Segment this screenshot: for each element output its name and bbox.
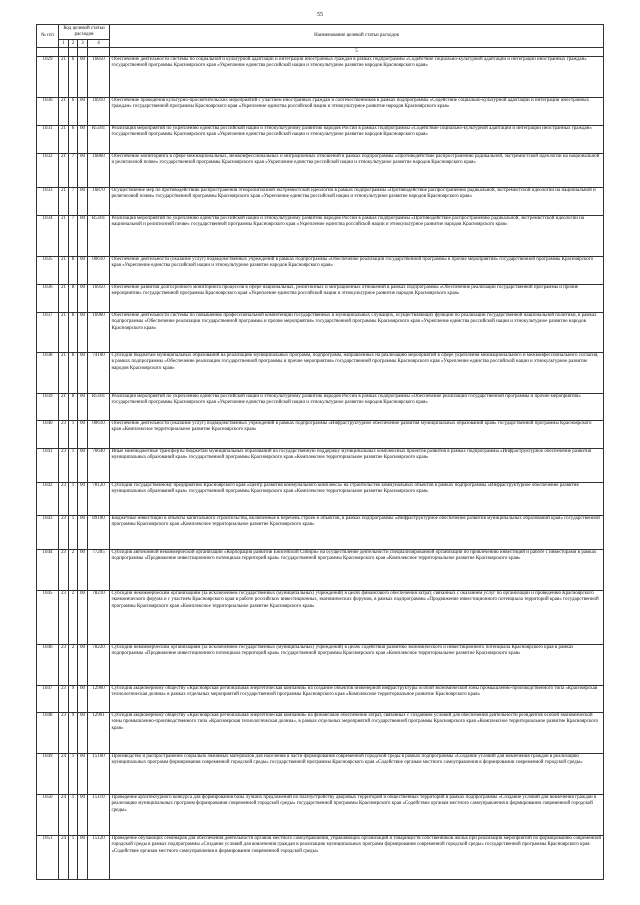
code-part-3: 00 bbox=[78, 153, 88, 187]
target-article-table bbox=[36, 24, 604, 880]
header-sub-4: 4 bbox=[88, 40, 110, 48]
row-number: 1043 bbox=[37, 515, 59, 549]
row-description: Субсидия автономной некоммерческой организации «Корпорация развития Енисейской Сибири» на осуществление деятельности специализированной организации по привлечению инвестиций и работе с инвесторами в рамках подпрограммы «Продвижение инвестиционного потенциала территорий края» государственной программы Красноярского края «Комплексное территориальное развитие Красноярского края» bbox=[110, 549, 604, 590]
header-empty bbox=[59, 48, 69, 56]
code-part-4: 16960 bbox=[88, 312, 110, 352]
row-number: 1035 bbox=[37, 256, 59, 284]
row-description: Реализация мероприятий по укреплению единства российской нации и этнокультурному развитию народов России в рамках подпрограммы «Содействие социально-культурной адаптации и интеграции иностранных граждан» государственной программы Красноярского края «Укрепление единства российской нации и этнокультурное развитие народов Красноярского края» bbox=[110, 125, 604, 153]
table-row bbox=[37, 153, 604, 187]
row-description: Обеспечение деятельности (оказание услуг) подведомственных учреждений в рамках подпрограммы «Инфраструктурное обеспечение развития муниципальных образований края» государственной программы Красноярского края «Комплексное территориальное развитие Красноярского края» bbox=[110, 420, 604, 448]
row-description: Обеспечение мониторинга в сфере межнациональных, межконфессиональных и миграционных отношений в рамках подпрограммы «Противодействие распространению радикальной, экстремистской идеологии на национальной и религиозной почве» государственной программы Красноярского края «Укрепление единства российской нации и этнокультурное развитие народов Красноярского края» bbox=[110, 153, 604, 187]
row-number: 1045 bbox=[37, 590, 59, 644]
table-row bbox=[37, 352, 604, 393]
code-part-2: 8 bbox=[69, 352, 78, 393]
row-number: 1030 bbox=[37, 97, 59, 125]
code-part-1: 23 bbox=[59, 448, 69, 482]
header-number: № п/п bbox=[37, 25, 59, 48]
code-part-2: 1 bbox=[69, 835, 78, 879]
code-part-1: 21 bbox=[59, 125, 69, 153]
code-part-4: 00610 bbox=[88, 256, 110, 284]
code-part-2: 6 bbox=[69, 97, 78, 125]
code-part-3: 00 bbox=[78, 515, 88, 549]
code-part-2: 2 bbox=[69, 549, 78, 590]
code-part-1: 21 bbox=[59, 312, 69, 352]
code-part-4: 15120 bbox=[88, 835, 110, 879]
code-part-4: 16950 bbox=[88, 284, 110, 312]
code-part-2: 6 bbox=[69, 56, 78, 97]
row-number: 1039 bbox=[37, 393, 59, 420]
code-part-3: 00 bbox=[78, 352, 88, 393]
row-description: Бюджетные инвестиции в объекты капитального строительства, включенные в перечень строек и объектов, в рамках подпрограммы «Инфраструктурное обеспечение развития муниципальных образований края» государственной программы Красноярского края «Комплексное территориальное развитие Красноярского края» bbox=[110, 515, 604, 549]
code-part-1: 23 bbox=[59, 590, 69, 644]
code-part-2: 2 bbox=[69, 644, 78, 685]
code-part-3: 00 bbox=[78, 753, 88, 794]
row-number: 1047 bbox=[37, 685, 59, 712]
row-number: 1042 bbox=[37, 482, 59, 515]
code-part-1: 24 bbox=[59, 753, 69, 794]
table-row bbox=[37, 482, 604, 515]
code-part-1: 21 bbox=[59, 187, 69, 215]
row-description: Субсидия акционерному обществу «Красноярская региональная энергетическая компания» на финансовое обеспечение затрат, связанных с созданием условий для обеспечения деятельности резидентов особой экономической зоны промышленно-производственного типа «Красноярская технологическая долина», в рамках отдельных мероприятий государственной программы Красноярского края «Комплексное территориальное развитие Красноярского края» bbox=[110, 712, 604, 753]
row-description: Производство и распространение социально значимых материалов для населения в части формирования современной городской среды в рамках подпрограммы «Создание условий для вовлечения граждан в реализацию муниципальных программ формирования современной городской среды» государственной программы Красноярского края «Содействие органам местного самоуправления в формировании современной городской среды» bbox=[110, 753, 604, 794]
code-part-1: 21 bbox=[59, 393, 69, 420]
code-part-4: 78220 bbox=[88, 644, 110, 685]
code-part-4: 78120 bbox=[88, 482, 110, 515]
code-part-1: 21 bbox=[59, 56, 69, 97]
code-part-2: 9 bbox=[69, 712, 78, 753]
code-part-3: 00 bbox=[78, 644, 88, 685]
code-part-3: 00 bbox=[78, 97, 88, 125]
row-description: Иные межбюджетные трансферты бюджетам муниципальных образований на государственную поддержку муниципальных комплексных проектов развития в рамках подпрограммы «Инфраструктурное обеспечение развития муниципальных образований края» государственной программы Красноярского края «Комплексное территориальное развитие Красноярского края» bbox=[110, 448, 604, 482]
table-row bbox=[37, 515, 604, 549]
row-description: Субсидия акционерному обществу «Красноярская региональная энергетическая компания» на создание объектов инженерной инфраструктуры особой экономической зоны промышленно-производственного типа «Красноярская технологическая долина» в рамках отдельных мероприятий государственной программы Красноярского края «Комплексное территориальное развитие Красноярского края» bbox=[110, 685, 604, 712]
code-part-3: 00 bbox=[78, 712, 88, 753]
code-part-1: 21 bbox=[59, 352, 69, 393]
code-part-4: 16870 bbox=[88, 187, 110, 215]
row-number: 1044 bbox=[37, 549, 59, 590]
code-part-3: 00 bbox=[78, 215, 88, 256]
table-row bbox=[37, 215, 604, 256]
code-part-3: 00 bbox=[78, 312, 88, 352]
code-part-2: 1 bbox=[69, 448, 78, 482]
code-part-2: 2 bbox=[69, 590, 78, 644]
code-part-3: 00 bbox=[78, 549, 88, 590]
table-row bbox=[37, 97, 604, 125]
table-row bbox=[37, 835, 604, 879]
code-part-2: 1 bbox=[69, 420, 78, 448]
row-number: 1031 bbox=[37, 125, 59, 153]
table-row bbox=[37, 187, 604, 215]
code-part-1: 23 bbox=[59, 420, 69, 448]
code-part-1: 21 bbox=[59, 153, 69, 187]
code-part-1: 23 bbox=[59, 644, 69, 685]
code-part-2: 9 bbox=[69, 685, 78, 712]
header-empty bbox=[69, 48, 78, 56]
code-part-3: 00 bbox=[78, 284, 88, 312]
code-part-2: 1 bbox=[69, 515, 78, 549]
code-part-4: 15100 bbox=[88, 753, 110, 794]
code-part-4: 16860 bbox=[88, 153, 110, 187]
table-row bbox=[37, 312, 604, 352]
table-row bbox=[37, 590, 604, 644]
table-row bbox=[37, 644, 604, 685]
code-part-2: 1 bbox=[69, 794, 78, 835]
code-part-2: 6 bbox=[69, 125, 78, 153]
row-number: 1029 bbox=[37, 56, 59, 97]
code-part-1: 21 bbox=[59, 97, 69, 125]
code-part-4: R5181 bbox=[88, 125, 110, 153]
table-row bbox=[37, 753, 604, 794]
code-part-2: 7 bbox=[69, 153, 78, 187]
row-description: Обеспечение деятельности системы по повышению профессиональной компетенции государственных и муниципальных служащих, осуществляющих функции по реализации государственной национальной политики, в рамках подпрограммы «Обеспечение реализации государственной программы и прочие мероприятия» государственной программы Красноярского края «Укрепление единства российской нации и этнокультурное развитие народов Красноярского края» bbox=[110, 312, 604, 352]
header-code: Код целевой статьи расходов bbox=[59, 25, 110, 40]
code-part-1: 21 bbox=[59, 215, 69, 256]
table-row bbox=[37, 284, 604, 312]
row-number: 1041 bbox=[37, 448, 59, 482]
code-part-3: 00 bbox=[78, 794, 88, 835]
header-sub-5: 5 bbox=[110, 48, 604, 56]
row-number: 1051 bbox=[37, 835, 59, 879]
header-empty bbox=[78, 48, 88, 56]
code-part-4: 16910 bbox=[88, 97, 110, 125]
row-number: 1046 bbox=[37, 644, 59, 685]
row-description: Обеспечение деятельности системы по социальной и культурной адаптации и интеграции иностранных граждан в рамках подпрограммы «Содействие социально-культурной адаптации и интеграции иностранных граждан» государственной программы Красноярского края «Укрепление единства российской нации и этнокультурное развитие народов Красноярского края» bbox=[110, 56, 604, 97]
code-part-4: R5181 bbox=[88, 393, 110, 420]
table-row bbox=[37, 56, 604, 97]
row-number: 1033 bbox=[37, 187, 59, 215]
code-part-1: 21 bbox=[59, 284, 69, 312]
code-part-3: 00 bbox=[78, 187, 88, 215]
code-part-3: 00 bbox=[78, 256, 88, 284]
code-part-4: 74100 bbox=[88, 352, 110, 393]
code-part-4: 16850 bbox=[88, 56, 110, 97]
code-part-2: 1 bbox=[69, 753, 78, 794]
code-part-2: 8 bbox=[69, 284, 78, 312]
code-part-3: 00 bbox=[78, 393, 88, 420]
code-part-2: 8 bbox=[69, 312, 78, 352]
code-part-4: 12901 bbox=[88, 712, 110, 753]
table-row bbox=[37, 420, 604, 448]
code-part-3: 00 bbox=[78, 482, 88, 515]
table-row bbox=[37, 448, 604, 482]
code-part-3: 00 bbox=[78, 420, 88, 448]
row-number: 1036 bbox=[37, 284, 59, 312]
table-row bbox=[37, 256, 604, 284]
header-sub-3: 3 bbox=[78, 40, 88, 48]
code-part-3: 00 bbox=[78, 835, 88, 879]
row-number: 1032 bbox=[37, 153, 59, 187]
code-part-1: 24 bbox=[59, 835, 69, 879]
row-number: 1050 bbox=[37, 794, 59, 835]
code-part-2: 8 bbox=[69, 393, 78, 420]
code-part-1: 23 bbox=[59, 685, 69, 712]
table-row bbox=[37, 685, 604, 712]
code-part-4: 78210 bbox=[88, 590, 110, 644]
page-number: 55 bbox=[317, 12, 323, 18]
code-part-3: 00 bbox=[78, 685, 88, 712]
code-part-1: 21 bbox=[59, 256, 69, 284]
table-row bbox=[37, 125, 604, 153]
row-number: 1048 bbox=[37, 712, 59, 753]
code-part-4: 76640 bbox=[88, 448, 110, 482]
code-part-2: 8 bbox=[69, 256, 78, 284]
row-description: Обеспечение развития долгосрочного мониторинга процессов в сфере национальных, религиозных и миграционных отношений в рамках подпрограммы «Обеспечение реализации государственной программы и прочие мероприятия» государственной программы Красноярского края «Укрепление единства российской нации и этнокультурное развитие народов Красноярского края» bbox=[110, 284, 604, 312]
row-number: 1034 bbox=[37, 215, 59, 256]
code-part-4: 15110 bbox=[88, 794, 110, 835]
table-row bbox=[37, 549, 604, 590]
row-number: 1037 bbox=[37, 312, 59, 352]
code-part-1: 23 bbox=[59, 549, 69, 590]
code-part-4: 89100 bbox=[88, 515, 110, 549]
row-number: 1049 bbox=[37, 753, 59, 794]
header-name: Наименование целевой статьи расходов bbox=[110, 25, 604, 48]
header-empty bbox=[37, 48, 59, 56]
row-description: Осуществление мер по противодействию распространения этнорелигиозной экстремистской идеологии в рамках подпрограммы «Противодействие распространению радикальной, экстремистской идеологии на национальной и религиозной почве» государственной программы Красноярского края «Укрепление единства российской нации и этнокультурное развитие народов Красноярского края» bbox=[110, 187, 604, 215]
code-part-4: R5181 bbox=[88, 215, 110, 256]
row-description: Субсидии государственному предприятию Красноярского края «Центр развития коммунального комплекса» на строительство коммунальных объектов в рамках подпрограммы «Инфраструктурное обеспечение развития муниципальных образований края» государственной программы Красноярского края «Комплексное территориальное развитие Красноярского края» bbox=[110, 482, 604, 515]
row-description: Реализация мероприятий по укреплению единства российской нации и этнокультурному развитию народов России в рамках подпрограммы «Противодействие распространению радикальной, экстремистской идеологии на национальной и религиозной почве» государственной программы Красноярского края «Укрепление единства российской нации и этнокультурное развитие народов Красноярского края» bbox=[110, 215, 604, 256]
row-description: Обеспечение проведения культурно-просветительских мероприятий с участием иностранных граждан и соотечественников в рамках подпрограммы «Содействие социально-культурной адаптации и интеграции иностранных граждан» государственной программы Красноярского края «Укрепление единства российской нации и этнокультурное развитие народов Красноярского края» bbox=[110, 97, 604, 125]
code-part-3: 00 bbox=[78, 448, 88, 482]
code-part-3: 00 bbox=[78, 125, 88, 153]
code-part-2: 7 bbox=[69, 215, 78, 256]
code-part-4: 77205 bbox=[88, 549, 110, 590]
code-part-1: 23 bbox=[59, 482, 69, 515]
row-number: 1040 bbox=[37, 420, 59, 448]
row-description: Обеспечение деятельности (оказание услуг) подведомственных учреждений в рамках подпрограммы «Обеспечение реализации государственной программы и прочие мероприятия» государственной программы Красноярского края «Укрепление единства российской нации и этнокультурное развитие народов Красноярского края» bbox=[110, 256, 604, 284]
code-part-1: 23 bbox=[59, 712, 69, 753]
code-part-2: 7 bbox=[69, 187, 78, 215]
header-sub-2: 2 bbox=[69, 40, 78, 48]
code-part-3: 00 bbox=[78, 56, 88, 97]
code-part-2: 1 bbox=[69, 482, 78, 515]
header-empty bbox=[88, 48, 110, 56]
row-description: Проведение обучающих семинаров для обеспечения деятельности органов местного самоуправления, управляющих организаций и товариществ собственников жилья при реализации мероприятий по формированию современной городской среды в рамках подпрограммы «Создание условий для вовлечения граждан в реализацию муниципальных программ формирования современной городской среды» государственной программы Красноярского края «Содействие органам местного самоуправления в формировании современной городской среды» bbox=[110, 835, 604, 879]
row-description: Субсидии некоммерческим организациям (за исключением государственных (муниципальных) учреждений) в целях финансового обеспечения затрат, связанных с оказанием услуг по организации и проведению Красноярского экономического форума и с участием Красноярского края в работе российских инвестиционных, экономических форумов, в рамках подпрограммы «Продвижение инвестиционного потенциала территорий края» государственной программы Красноярского края «Комплексное территориальное развитие Красноярского края» bbox=[110, 590, 604, 644]
code-part-4: 00610 bbox=[88, 420, 110, 448]
row-description: Реализация мероприятий по укреплению единства российской нации и этнокультурному развитию народов России в рамках подпрограммы «Обеспечение реализации государственной программы и прочие мероприятия» государственной программы Красноярского края «Укрепление единства российской нации и этнокультурное развитие народов Красноярского края» bbox=[110, 393, 604, 420]
row-description: Проведение архитектурного конкурса для формирования базы лучших предложений по благоустройству дворовых территорий и общественных территорий в рамках подпрограммы «Создание условий для вовлечения граждан в реализацию муниципальных программ формирования современной городской среды» государственной программы Красноярского края «Содействие органам местного самоуправления в формировании современной городской среды» bbox=[110, 794, 604, 835]
row-description: Субсидии бюджетам муниципальных образований на реализацию муниципальных программ, подпрограмм, направленных на реализацию мероприятий в сфере укрепления межнационального и межконфессионального согласия, в рамках подпрограммы «Обеспечение реализации государственной программы и прочие мероприятия» государственной программы Красноярского края «Укрепление единства российской нации и этнокультурное развитие народов Красноярского края» bbox=[110, 352, 604, 393]
code-part-4: 12900 bbox=[88, 685, 110, 712]
code-part-1: 23 bbox=[59, 515, 69, 549]
header-sub-1: 1 bbox=[59, 40, 69, 48]
table-row bbox=[37, 712, 604, 753]
table-row bbox=[37, 794, 604, 835]
row-number: 1038 bbox=[37, 352, 59, 393]
row-description: Субсидии некоммерческим организациям (за исключением государственных (муниципальных) учреждений) в целях содействия развитию экономического и инвестиционного потенциала Красноярского края в рамках подпрограммы «Продвижение инвестиционного потенциала территорий края» государственной программы Красноярского края «Комплексное территориальное развитие Красноярского края» bbox=[110, 644, 604, 685]
table-row bbox=[37, 393, 604, 420]
code-part-1: 24 bbox=[59, 794, 69, 835]
code-part-3: 00 bbox=[78, 590, 88, 644]
